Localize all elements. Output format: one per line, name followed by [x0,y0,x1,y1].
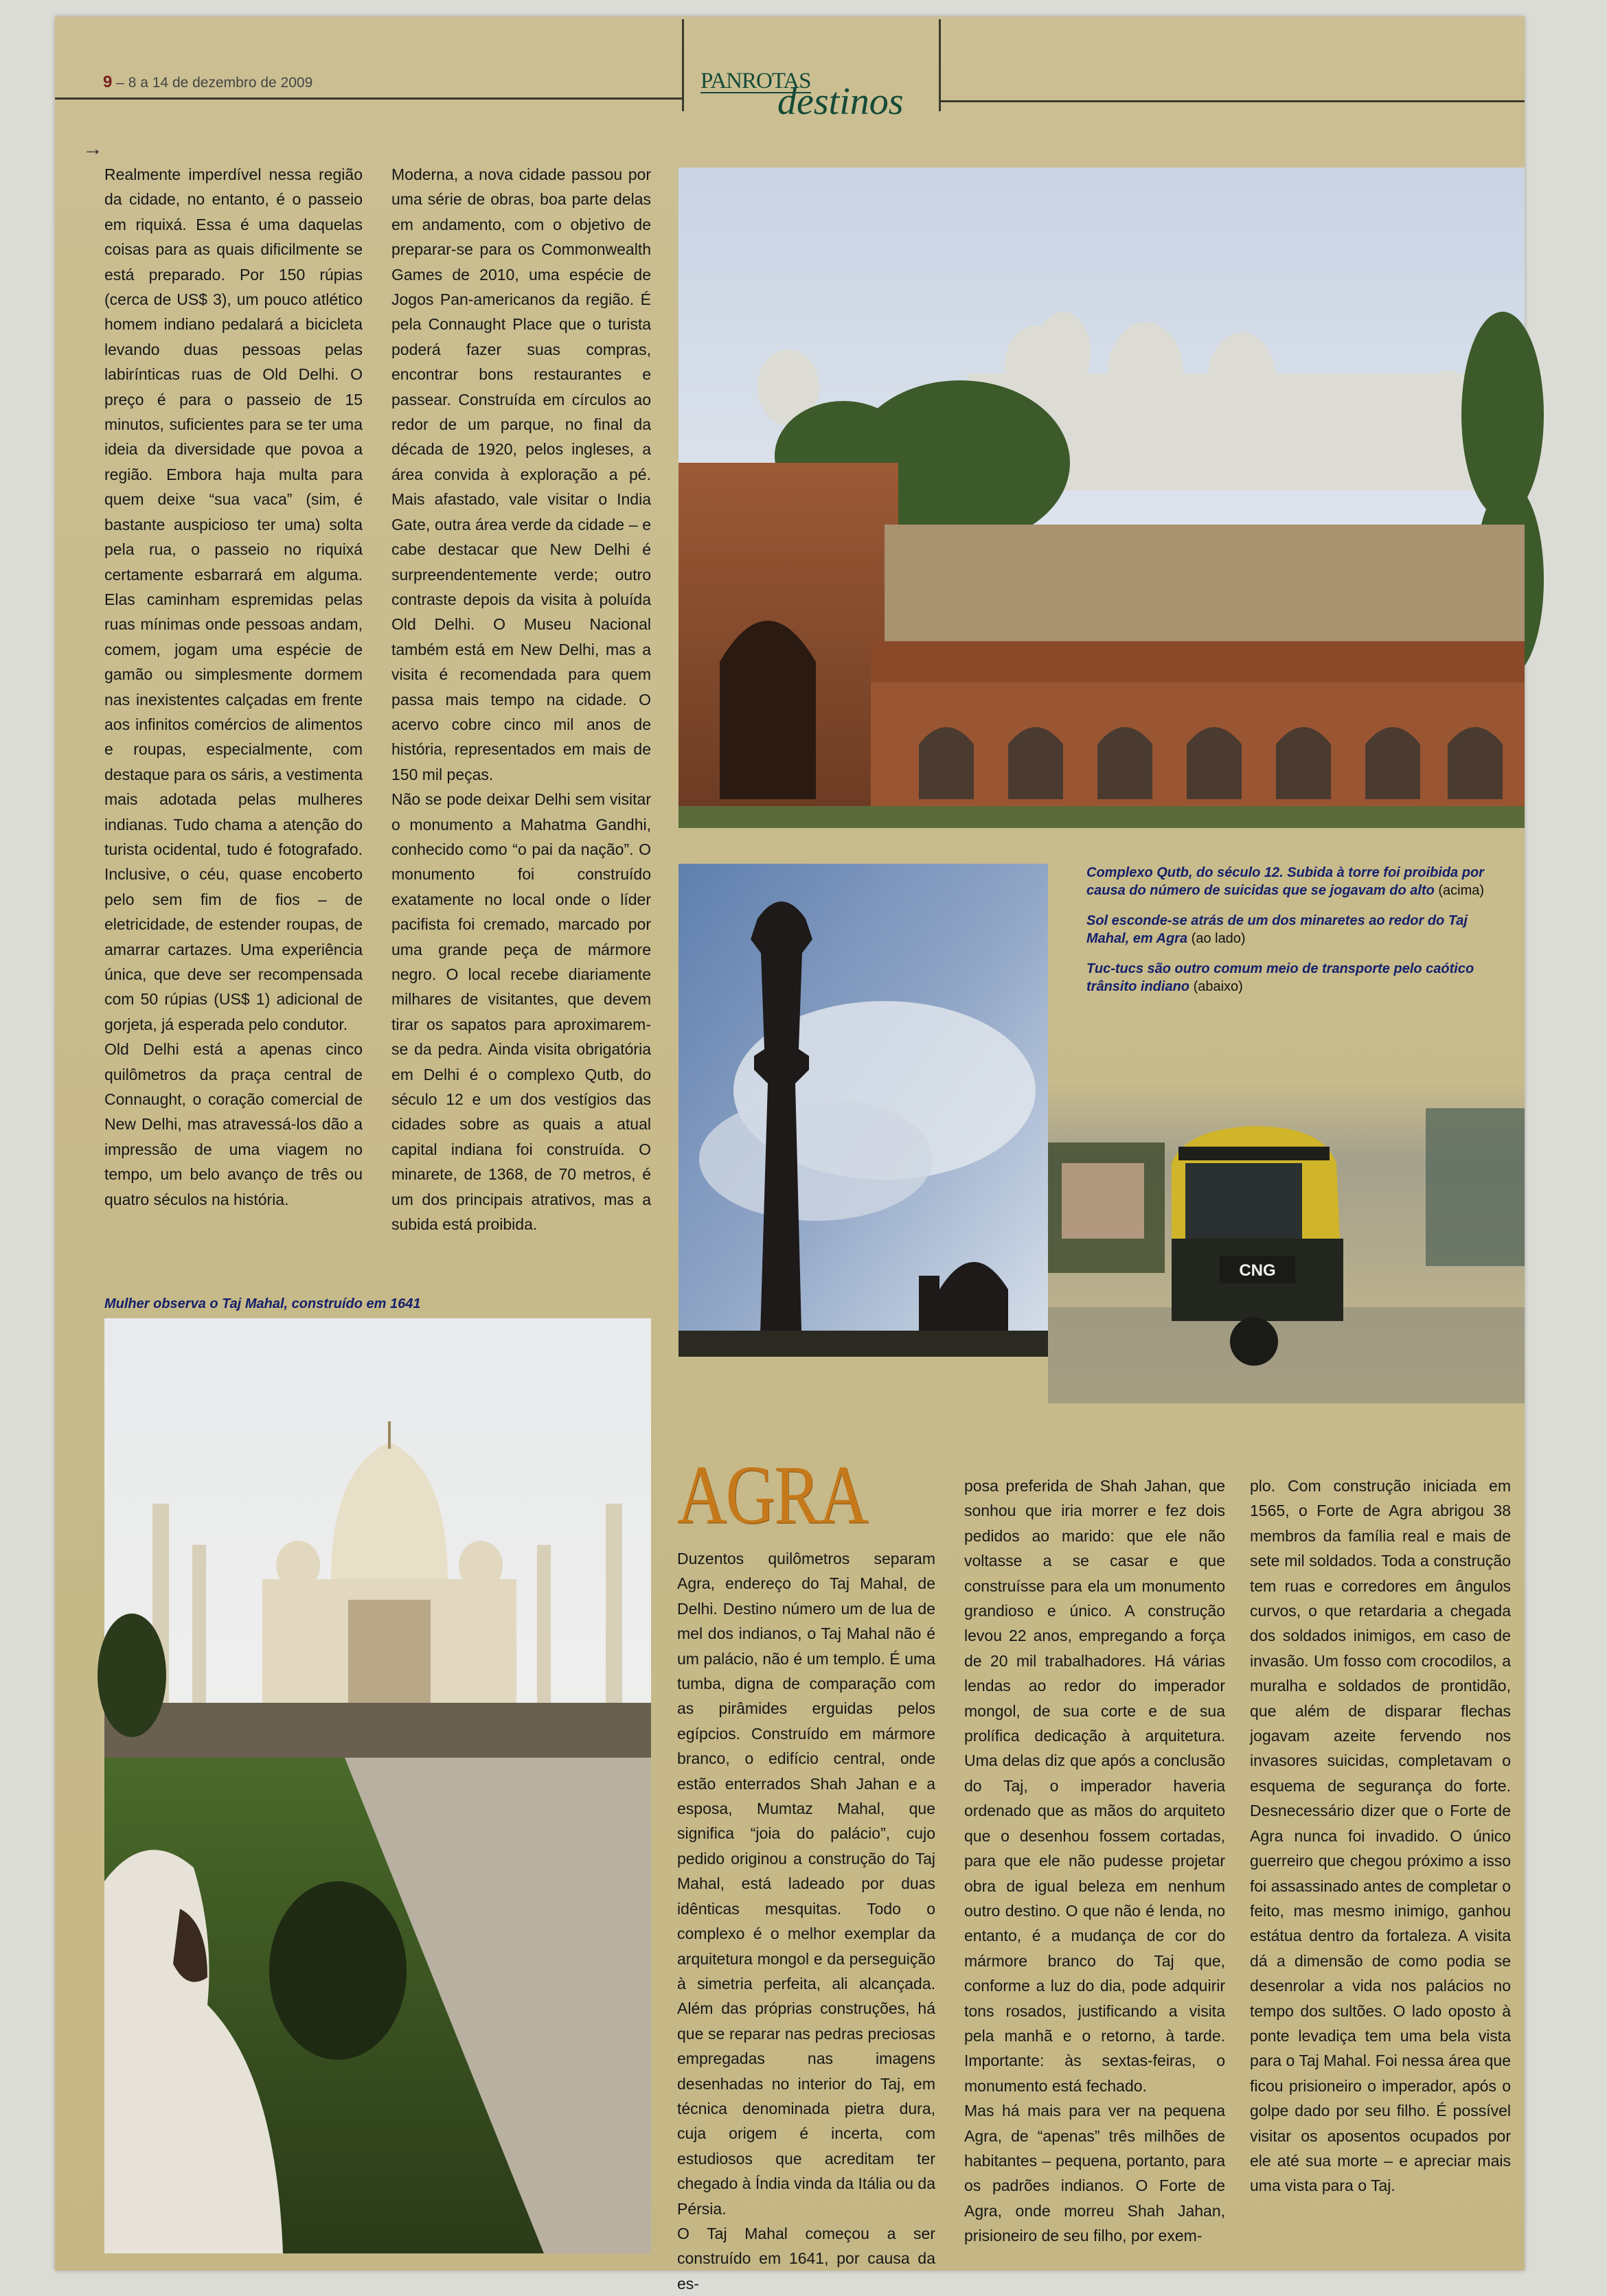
header-rule-right [941,100,1525,102]
paragraph: Duzentos quilômetros separam Agra, endereço do Taj Mahal, de Delhi. Destino número um de lua de mel dos indianos, o Taj Mahal não é um palácio, não é um templo. É uma tumba, digna de comparação com as pirâmides erguidas pelos egípcios. Construído em mármore branco, o edifício central, onde estão enterrados Shah Jahan e a esposa, Mumtaz Mahal, que significa “joia do palácio”, cujo pedido originou a construção do Taj Mahal, está ladeado por duas idênticas mesquitas. Todo o complexo é o melhor exemplar da arquitetura mongol e da perseguição à simetria perfeita, ali alcançada. Além das próprias construções, há que se reparar nas pedras preciosas empregadas nas imagens desenhadas no interior do Taj, em técnica denominada pietra dura, cuja origem é incerta, com estudiosos que acreditam ter chegado à Índia vinda da Itália ou da Pérsia. [677,1550,935,2218]
caption-minaret: Sol esconde-se atrás de um dos minaretes ao redor do Taj Mahal, em Agra [1086,913,1468,946]
photo-captions [1086,864,1505,1008]
caption-qutb-note: (acima) [1438,883,1485,898]
caption-tuktuk: Tuc-tucs são outro comum meio de transporte pelo caótico trânsito indiano [1086,961,1474,994]
paragraph: Mas há mais para ver na pequena Agra, de “apenas” três milhões de habitantes – pequena, portanto, para os padrões indianos. O Forte de Agra, onde morreu Shah Jahan, prisioneiro de seu filho, por exem- [964,2102,1225,2245]
caption-taj: Mulher observa o Taj Mahal, construído em 1641 [104,1296,421,1311]
brand-name: PANROTAS [700,69,811,93]
caption-tuktuk-note: (abaixo) [1193,979,1243,994]
caption-qutb: Complexo Qutb, do século 12. Subida à torre foi proibida por causa do número de suicidas que se jogavam do alto [1086,865,1484,898]
page-number: 9 [103,73,113,91]
paragraph: plo. Com construção iniciada em 1565, o Forte de Agra abrigou 38 membros da família real e mais de sete mil soldados. Toda a construção tem ruas e corredores em ângulos curvos, o que retardaria a chegada dos soldados inimigos, em caso de invasão. Um fosso com crocodilos, a muralha e soldados de prontidão, que além de disparar flechas jogavam azeite fervendo nos invasores suicidas, completavam o esquema de segurança do forte. Desnecessário dizer que o Forte de Agra nunca foi invadido. O único guerreiro que chegou próximo a isso foi assassinado antes de completar o feito, mas mesmo inimigo, ganhou estátua dentro da fortaleza. A visita dá a dimensão de como podia se desenrolar a vida nos palácios no tempo dos sultões. O lado oposto à ponte levadiça tem uma bela vista para o Taj Mahal. Foi nessa área que ficou prisioneiro o imperador, após o golpe dado por seu filho. É possível visitar os aposentos ocupados por ele até sua morte – e apreciar mais uma vista para o Taj. [1250,1477,1511,2195]
section-name: destinos [777,80,904,123]
photo-qutb-complex [679,168,1525,828]
magazine-page [55,16,1525,2293]
text-column-2 [391,162,651,1237]
text-column-1 [104,162,363,1212]
tuktuk-plate: CNG [1239,1261,1276,1280]
paragraph: Old Delhi está a apenas cinco quilômetros da praça central de Connaught, o coração comercial de New Delhi, mas atravessá-los dão a impressão de uma viagem no tempo, um belo avanço de três ou quatro séculos na história. [104,1040,363,1208]
caption-minaret-note: (ao lado) [1191,931,1246,946]
agra-column-2 [964,1473,1225,2249]
paragraph: Realmente imperdível nessa região da cidade, no entanto, é o passeio em riquixá. Essa é uma daquelas coisas para as quais dificilmente se está preparado. Por 150 rúpias (cerca de US$ 3), um pouco atlético homem indiano pedalará a bicicleta levando duas pessoas pelas labirínticas ruas de Old Delhi. O preço é para o passeio de 15 minutos, suficientes para se ter uma ideia da diversidade que povoa a região. Embora haja multa para quem deixe “sua vaca” (sim, é bastante auspicioso ter uma) solta pela rua, o passeio no riquixá certamente esbarrará em alguma. Elas caminham espremidas pelas ruas mínimas onde pessoas andam, comem, jogam uma espécie de gamão ou simplesmente dormem nas inexistentes calçadas em frente aos infinitos comércios de alimentos e roupas, especialmente, com destaque para os sáris, a vestimenta mais adotada pelas mulheres indianas. Tudo chama a atenção do turista ocidental, tudo é fotografado. Inclusive, o céu, quase encoberto pelo sem fim de fios – de eletricidade, de estender roupas, de amarrar cartazes. Uma experiência única, que deve ser recompensada com 50 rúpias (US$ 1) adicional de gorjeta, já esperada pelo condutor. [104,165,363,1033]
header-rule-left [55,97,683,100]
continuation-arrow-icon: → [82,137,103,160]
page-folio: 9 – 8 a 14 de dezembro de 2009 [103,73,313,91]
agra-column-1 [677,1546,935,2296]
section-logo [700,49,989,132]
paragraph: O Taj Mahal começou a ser construído em 1641, por causa da es- [677,2224,935,2293]
photo-tuktucs [1048,1081,1525,1403]
issue-date: 8 a 14 de dezembro de 2009 [128,75,313,91]
paragraph: Não se pode deixar Delhi sem visitar o monumento a Mahatma Gandhi, conhecido como “o pai da nação”. O monumento foi construído exatamente no local onde o líder pacifista foi cremado, marcado por uma grande peça de mármore negro. O local recebe diariamente milhares de visitantes, que devem tirar os sapatos para aproximarem-se da pedra. Ainda visita obrigatória em Delhi é o complexo Qutb, do século 12 e um dos vestígios das cidades sobre as quais a atual capital indiana foi construída. O minarete, de 1368, de 70 metros, é um dos principais atrativos, mas a subida está proibida. [391,790,651,1234]
agra-column-3 [1250,1473,1511,2199]
photo-minaret-sunset [679,864,1048,1357]
photo-taj-mahal [104,1318,651,2253]
header-divider-left [682,19,684,111]
paragraph: posa preferida de Shah Jahan, que sonhou que iria morrer e fez dois pedidos ao marido: que ele não voltasse a se casar e que construísse para ela um monumento grandioso e único. A construção levou 22 anos, empregando a força de 20 mil trabalhadores. Há várias lendas ao redor do imperador mongol, de sua corte e de sua prolífica dedicação à arquitetura. Uma delas diz que após a conclusão do Taj, o imperador haveria ordenado que as mãos do arquiteto que o desenhou fossem cortadas, para que ele não pudesse projetar obra de igual beleza em nenhum outro destino. O que não é lenda, no entanto, é a mudança de cor do mármore branco do Taj que, conforme a luz do dia, pode adquirir tons rosados, justificando a visita pela manhã e o retorno, à tarde. Importante: às sextas-feiras, o monumento está fechado. [964,1477,1225,2095]
paragraph: Moderna, a nova cidade passou por uma série de obras, boa parte delas em andamento, com o objetivo de preparar-se para os Commonwealth Games de 2010, uma espécie de Jogos Pan-americanos da região. É pela Connaught Place que o turista poderá fazer suas compras, encontrar bons restaurantes e passear. Construída em círculos ao redor de um parque, no final da década de 1920, pelos ingleses, a área convida à exploração a pé. Mais afastado, vale visitar o India Gate, outra área verde da cidade – e cabe destacar que New Delhi é surpreendentemente verde; outro contraste depois da visita à poluída Old Delhi. O Museu Nacional também está em New Delhi, mas a visita é recomendada para quem passa mais tempo na cidade. O acervo cobre cinco mil anos de história, representados em mais de 150 mil peças. [391,165,651,783]
section-title-agra: AGRA [677,1449,867,1541]
